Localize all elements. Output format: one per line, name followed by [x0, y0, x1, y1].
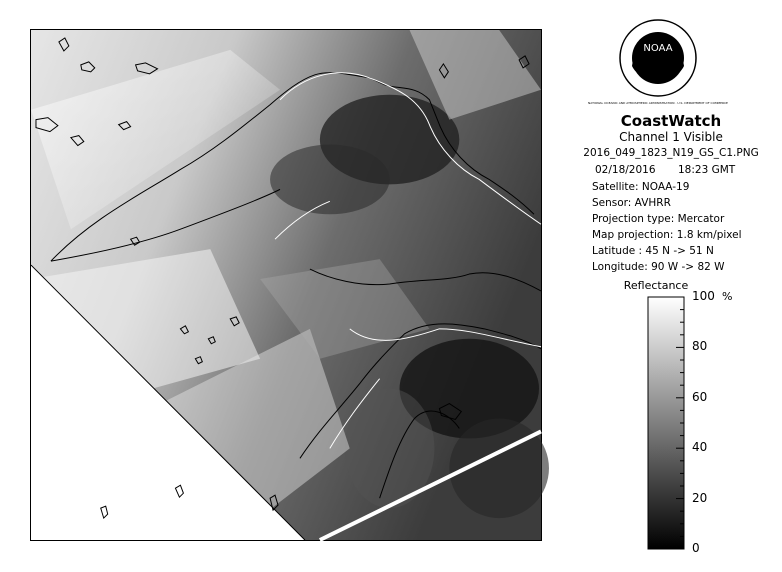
filename: 2016_049_1823_N19_GS_C1.PNG	[583, 147, 759, 159]
logo-ring-text: NATIONAL OCEANIC AND ATMOSPHERIC ADMINISTRATION · U.S. DEPARTMENT OF COMMERCE	[588, 101, 728, 105]
scale-label-40: 40	[692, 440, 708, 455]
scale-label-20: 20	[692, 490, 708, 505]
scale-label-80: 80	[692, 339, 708, 354]
reflectance-color-scale	[648, 297, 684, 549]
scale-label-100: 100	[692, 289, 715, 303]
satellite-map	[30, 29, 542, 541]
longitude-range: Longitude: 90 W -> 82 W	[592, 261, 725, 273]
sensor-info: Sensor: AVHRR	[592, 197, 671, 209]
channel-label: Channel 1 Visible	[619, 130, 723, 144]
map-projection: Map projection: 1.8 km/pixel	[592, 229, 742, 241]
satellite-info: Satellite: NOAA-19	[592, 181, 690, 193]
logo-wordmark: NOAA	[643, 43, 673, 54]
scale-label-0: 0	[692, 541, 700, 555]
scale-label-60: 60	[692, 389, 708, 404]
legend-title: Reflectance	[623, 279, 689, 292]
acquisition-date: 02/18/2016	[595, 164, 656, 176]
product-title: CoastWatch	[620, 112, 722, 130]
projection-type: Projection type: Mercator	[592, 213, 725, 225]
legend-unit: %	[722, 290, 733, 303]
noaa-logo	[588, 18, 728, 108]
acquisition-time: 18:23 GMT	[678, 164, 736, 176]
latitude-range: Latitude : 45 N -> 51 N	[592, 245, 714, 257]
